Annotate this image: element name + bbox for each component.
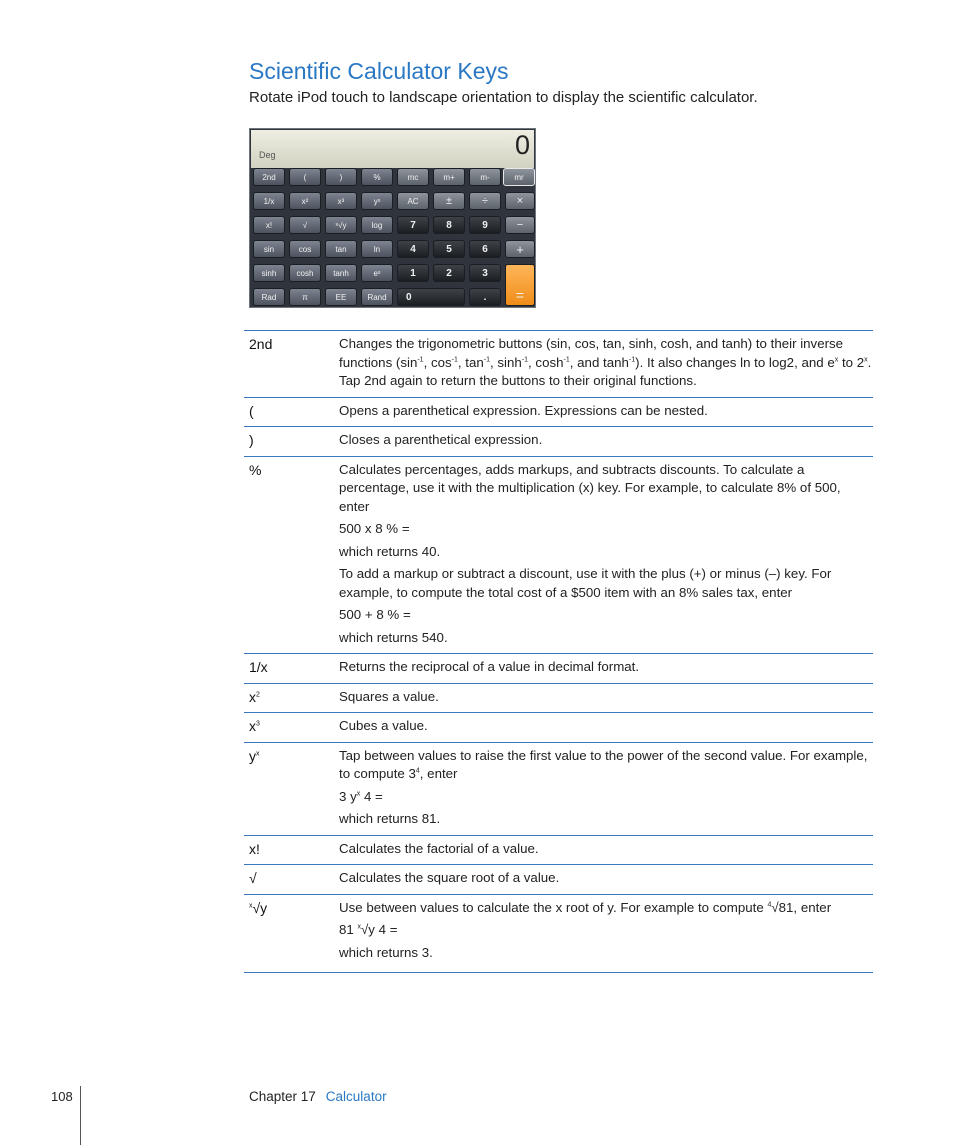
page-title: Scientific Calculator Keys bbox=[249, 58, 509, 84]
table-row bbox=[244, 683, 873, 713]
keys-table bbox=[244, 330, 873, 973]
display-value: 0 bbox=[514, 130, 530, 160]
key-name: x! bbox=[249, 840, 260, 857]
key-decimal: . bbox=[469, 288, 501, 306]
key-ac: AC bbox=[397, 192, 429, 210]
key-divide: ÷ bbox=[469, 192, 501, 210]
key-cube: x³ bbox=[325, 192, 357, 210]
table-row bbox=[244, 712, 873, 742]
table-row bbox=[244, 742, 873, 835]
key-description: Calculates percentages, adds markups, and subtracts discounts. To calculate a percentage, use it with the multiplication (x) key. For example, to calculate 8% of 500, enter 500 x 8 % = which returns 40. To add a markup or subtract a discount, use it with the plus (+) or minus (–) key. For example, to compute the total cost of a $500 item with an 8% sales tax, enter 500 + 8 % = which returns 540. bbox=[339, 461, 841, 645]
key-log: log bbox=[361, 216, 393, 234]
intro-text: Rotate iPod touch to landscape orientation to display the scientific calculator. bbox=[249, 89, 758, 106]
key-3: 3 bbox=[469, 264, 501, 282]
key-rand: Rand bbox=[361, 288, 393, 306]
angle-mode: Deg bbox=[259, 150, 276, 160]
key-description: Returns the reciprocal of a value in decimal format. bbox=[339, 659, 640, 674]
key-6: 6 bbox=[469, 240, 501, 258]
key-power: yˣ bbox=[361, 192, 393, 210]
calculator-display bbox=[251, 130, 534, 168]
table-row bbox=[244, 397, 873, 427]
chapter-label: Chapter 17 bbox=[249, 1089, 316, 1104]
table-row bbox=[244, 894, 873, 974]
key-exp: eˣ bbox=[361, 264, 393, 282]
key-xroot: ˣ√y bbox=[325, 216, 357, 234]
key-name: 1/x bbox=[249, 659, 268, 675]
table-row bbox=[244, 330, 873, 397]
key-factorial: x! bbox=[253, 216, 285, 234]
key-minus: − bbox=[505, 216, 535, 234]
key-4: 4 bbox=[397, 240, 429, 258]
key-name: ) bbox=[249, 432, 254, 448]
key-tanh: tanh bbox=[325, 264, 357, 282]
key-percent: % bbox=[361, 168, 393, 186]
calculator-keypad bbox=[253, 168, 534, 308]
key-m-minus: m- bbox=[469, 168, 501, 186]
key-mr: mr bbox=[503, 168, 535, 186]
footer-chapter bbox=[249, 1089, 387, 1104]
key-cos: cos bbox=[289, 240, 321, 258]
key-name: $x^3$ bbox=[249, 718, 260, 734]
key-description: Calculates the square root of a value. bbox=[339, 870, 560, 885]
key-name: √ bbox=[249, 870, 257, 886]
key-mc: mc bbox=[397, 168, 429, 186]
key-name: $^x$√y bbox=[249, 899, 268, 916]
table-row bbox=[244, 456, 873, 654]
key-5: 5 bbox=[433, 240, 465, 258]
key-description: Cubes a value. bbox=[339, 718, 428, 733]
table-row bbox=[244, 653, 873, 683]
key-2nd: 2nd bbox=[253, 168, 285, 186]
table-row bbox=[244, 864, 873, 894]
key-m-plus: m+ bbox=[433, 168, 465, 186]
key-description: Use between values to calculate the x root of y. For example to compute $^4$√81, enter 81 $^x$√y 4 = which returns 3. bbox=[339, 899, 832, 960]
key-open-paren: ( bbox=[289, 168, 321, 186]
key-description: Closes a parenthetical expression. bbox=[339, 432, 543, 447]
key-name: $x^2$ bbox=[249, 688, 260, 705]
key-name: 2nd bbox=[249, 336, 273, 352]
chapter-link[interactable]: Calculator bbox=[325, 1089, 387, 1104]
key-9: 9 bbox=[469, 216, 501, 234]
table-row bbox=[244, 835, 873, 865]
key-sin: sin bbox=[253, 240, 285, 258]
key-name: $y^x$ bbox=[249, 747, 260, 764]
key-description: Calculates the factorial of a value. bbox=[339, 840, 539, 856]
key-sqrt: √ bbox=[289, 216, 321, 234]
key-description: Changes the trigonometric buttons (sin, cos, tan, sinh, cosh, and tanh) to their inverse functions ($\sin^{-1}$, $\cos^{-1}$, $\tan^{-1}$, $\sinh^{-1}$, $\cosh^{-1}$, and $\tanh^{-1}$). It also changes ln to log2, and $e^x$ to 2$^x$. Tap 2nd again to return the buttons to their original functions. bbox=[339, 336, 872, 388]
key-plus-minus: ± bbox=[433, 192, 465, 210]
key-7: 7 bbox=[397, 216, 429, 234]
key-cosh: cosh bbox=[289, 264, 321, 282]
key-multiply: × bbox=[505, 192, 535, 210]
page-number: 108 bbox=[51, 1089, 73, 1104]
key-name: ( bbox=[249, 402, 254, 419]
key-2: 2 bbox=[433, 264, 465, 282]
key-8: 8 bbox=[433, 216, 465, 234]
key-description: Opens a parenthetical expression. Expressions can be nested. bbox=[339, 402, 708, 418]
key-ln: ln bbox=[361, 240, 393, 258]
key-rad: Rad bbox=[253, 288, 285, 306]
footer-divider bbox=[80, 1086, 81, 1145]
key-sinh: sinh bbox=[253, 264, 285, 282]
key-pi: π bbox=[289, 288, 321, 306]
key-equals: = bbox=[505, 264, 535, 306]
key-plus: + bbox=[505, 240, 535, 258]
key-close-paren: ) bbox=[325, 168, 357, 186]
table-row bbox=[244, 426, 873, 456]
key-1: 1 bbox=[397, 264, 429, 282]
key-0: 0 bbox=[397, 288, 465, 306]
key-name: % bbox=[249, 461, 262, 478]
calculator-image bbox=[249, 128, 536, 308]
key-reciprocal: 1/x bbox=[253, 192, 285, 210]
key-description: Squares a value. bbox=[339, 688, 439, 704]
key-description: Tap between values to raise the first value to the power of the second value. For example, to compute $3^4$, enter 3 $y^x$ 4 = which returns 81. bbox=[339, 747, 868, 826]
key-square: x² bbox=[289, 192, 321, 210]
key-ee: EE bbox=[325, 288, 357, 306]
key-tan: tan bbox=[325, 240, 357, 258]
